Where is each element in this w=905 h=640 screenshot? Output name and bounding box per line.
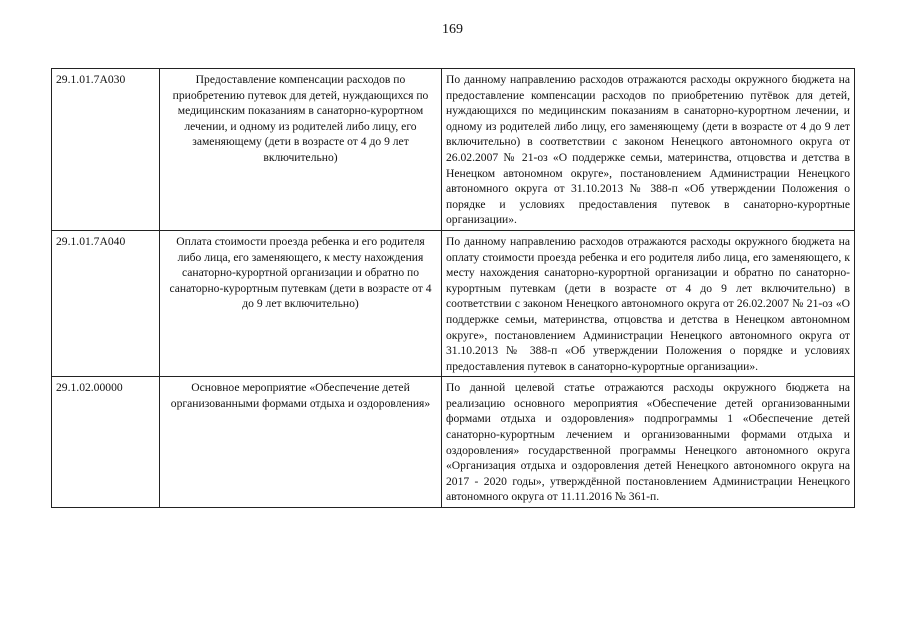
budget-classification-table [51,68,855,508]
table-row [52,69,855,231]
budget-code-cell: 29.1.01.7A030 [52,69,160,231]
expense-description-cell: По данному направлению расходов отражаются расходы окружного бюджета на оплату стоимости проезда ребенка и его родителя либо лица, его заменяющего, к месту нахождения санаторно-курортной организации и обратно по санаторно-курортным путевкам (дети в возрасте от 4 до 9 лет включительно) в соответствии с законом Ненецкого автономного округа от 26.02.2007 № 21-оз «О поддержке семьи, материнства, отцовства и детства в Ненецком автономном округе», постановлением Администрации Ненецкого автономного округа от 31.10.2013 № 388-п «Об утверждении Положения о порядке и условиях предоставления путевок в санаторно-курортные организации». [442,230,855,376]
expense-description-cell: По данному направлению расходов отражаются расходы окружного бюджета на предоставление компенсации расходов по приобретению путёвок для детей, нуждающихся по медицинским показаниям в санаторно-курортном лечении, и одному из родителей либо лицу, его заменяющему (дети в возрасте от 4 до 9 лет включительно) в соответствии с законом Ненецкого автономного округа от 26.02.2007 № 21-оз «О поддержке семьи, материнства, отцовства и детства в Ненецком автономном округе», постановлением Администрации Ненецкого автономного округа от 31.10.2013 № 388-п «Об утверждении Положения о порядке и условиях предоставления путевок в санаторно-курортные организации». [442,69,855,231]
budget-code-cell: 29.1.02.00000 [52,377,160,508]
expense-name-cell: Оплата стоимости проезда ребенка и его родителя либо лица, его заменяющего, к месту нахождения санаторно-курортной организации и обратно по санаторно-курортным путевкам (дети в возрасте от 4 до 9 лет включительно) [160,230,442,376]
table-row [52,377,855,508]
table-row [52,230,855,376]
expense-name-cell: Основное мероприятие «Обеспечение детей организованными формами отдыха и оздоровления» [160,377,442,508]
expense-description-cell: По данной целевой статье отражаются расходы окружного бюджета на реализацию основного мероприятия «Обеспечение детей организованными формами отдыха и оздоровления» подпрограммы 1 «Обеспечение детей санаторно-курортным лечением и организованными формами отдыха и оздоровления» государственной программы Ненецкого автономного округа «Организация отдыха и оздоровления детей Ненецкого автономного округа на 2017 - 2020 годы», утверждённой постановлением Администрации Ненецкого автономного округа от 11.11.2016 № 361-п. [442,377,855,508]
page-number: 169 [442,22,463,37]
expense-name-cell: Предоставление компенсации расходов по приобретению путевок для детей, нуждающихся по медицинским показаниям в санаторно-курортном лечении, и одному из родителей либо лицу, его заменяющему (дети в возрасте от 4 до 9 лет включительно) [160,69,442,231]
budget-code-cell: 29.1.01.7A040 [52,230,160,376]
